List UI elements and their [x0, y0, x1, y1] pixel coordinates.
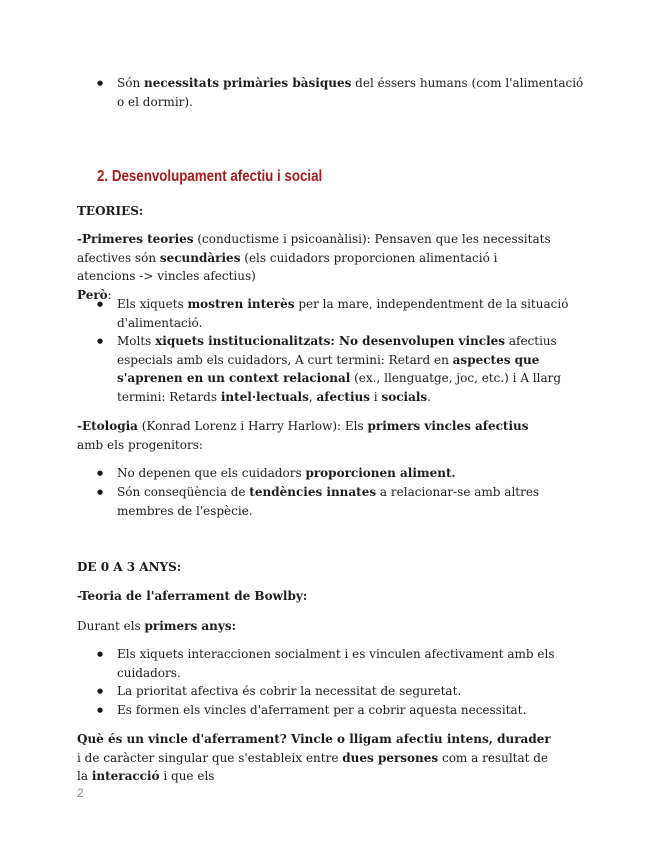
list-item: ● Els xiquets interaccionen socialment i es vinculen afectivament amb els cuidadors.: [117, 645, 587, 682]
paragraph-durant: Durant els primers anys:: [77, 619, 237, 633]
paragraph-etologia: -Etologia (Konrad Lorenz i Harry Harlow): Els primers vincles afectius amb els progenitors:: [77, 419, 529, 452]
bowlby-heading: -Teoria de l'aferrament de Bowlby:: [77, 589, 308, 603]
page-number: 2: [77, 786, 84, 800]
list-item: ● Són conseqüència de tendències innates a relacionar-se amb altres membres de l'espècie.: [117, 483, 587, 520]
teories-label: TEORIES:: [77, 204, 144, 218]
list-item: ● La prioritat afectiva és cobrir la necessitat de seguretat.: [117, 682, 587, 701]
anys-label: DE 0 A 3 ANYS:: [77, 560, 182, 574]
list-item: ● Es formen els vincles d'aferrament per a cobrir aquesta necessitat.: [117, 701, 587, 720]
paragraph-primeres-teories: -Primeres teories (conductisme i psicoanàlisi): Pensaven que les necessitats afectives són secundàries (els cuidadors proporcionen alimentació i atencions -> vincles afectius) Però:: [77, 232, 551, 302]
list-item: ● Molts xiquets institucionalitzats: No desenvolupen vincles afectius especials amb els cuidadors, A curt termini: Retard en aspectes que s'aprenen en un context relacional (ex., llenguatge, joc, etc.) i A llarg termini: Retards intel·lectuals, afectius i socials.: [117, 332, 587, 406]
list-item: ● No depenen que els cuidadors proporcionen aliment.: [117, 464, 587, 483]
list-item: ● Els xiquets mostren interès per la mare, independentment de la situació d'alimentació.: [117, 295, 587, 332]
list-item: ● Són necessitats primàries bàsiques del éssers humans (com l'alimentació o el dormir).: [117, 74, 587, 111]
section-heading: 2. Desenvolupament afectiu i social: [97, 168, 323, 185]
paragraph-vincle: Què és un vincle d'aferrament? Vincle o lligam afectiu intens, durader i de caràcter singular que s'estableix entre dues persones com a resultat de la interacció i que els: [77, 732, 551, 783]
